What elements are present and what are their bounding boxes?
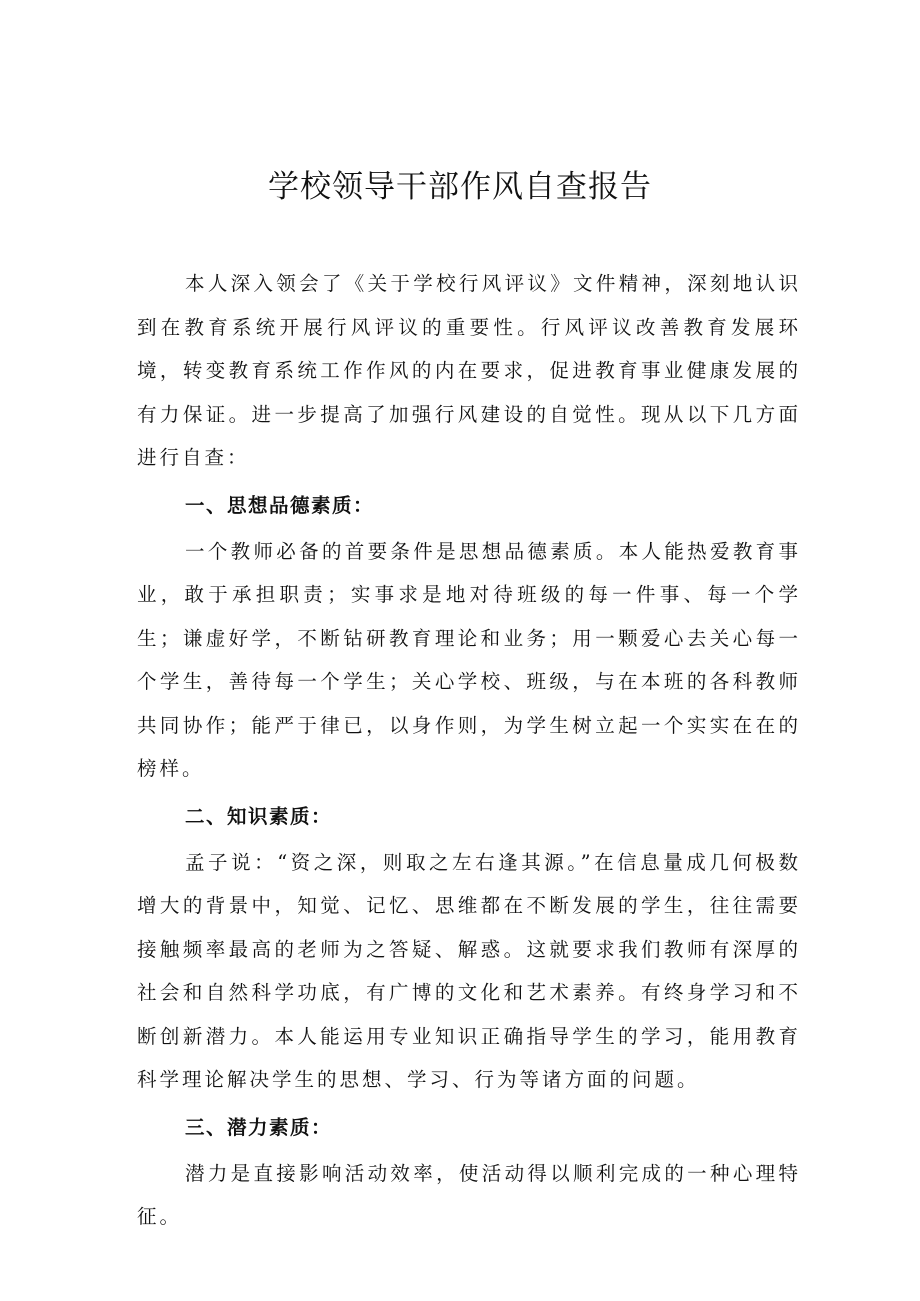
section-heading-2: 二、知识素质： — [185, 804, 333, 828]
document-title: 学校领导干部作风自查报告 — [268, 169, 652, 205]
document-body — [137, 262, 801, 1239]
intro-paragraph: 本人深入领会了《关于学校行风评议》文件精神，深刻地认识到在教育系统开展行风评议的重要性。行风评议改善教育发展环境，转变教育系统工作作风的内在要求，促进教育事业健康发展的有力保证。进一步提高了加强行风建设的自觉性。现从以下几方面进行自查： — [137, 272, 801, 469]
section-heading-3: 三、潜力素质： — [185, 1115, 333, 1139]
section-body-1: 一个教师必备的首要条件是思想品德素质。本人能热爱教育事业，敢于承担职责；实事求是地对待班级的每一件事、每一个学生；谦虚好学，不断钻研教育理论和业务；用一颗爱心去关心每一个学生，善待每一个学生；关心学校、班级，与在本班的各科教师共同协作；能严于律已，以身作则，为学生树立起一个实实在在的榜样。 — [137, 539, 801, 780]
section-heading-1: 一、思想品德素质： — [185, 493, 375, 517]
section-body-2: 孟子说：“资之深，则取之左右逢其源。”在信息量成几何极数增大的背景中，知觉、记忆、思维都在不断发展的学生，往往需要接触频率最高的老师为之答疑、解惑。这就要求我们教师有深厚的社会和自然科学功底，有广博的文化和艺术素养。有终身学习和不断创新潜力。本人能运用专业知识正确指导学生的学习，能用教育科学理论解决学生的思想、学习、行为等诸方面的问题。 — [137, 850, 801, 1091]
section-body-3: 潜力是直接影响活动效率，使活动得以顺利完成的一种心理特征。 — [137, 1161, 801, 1228]
